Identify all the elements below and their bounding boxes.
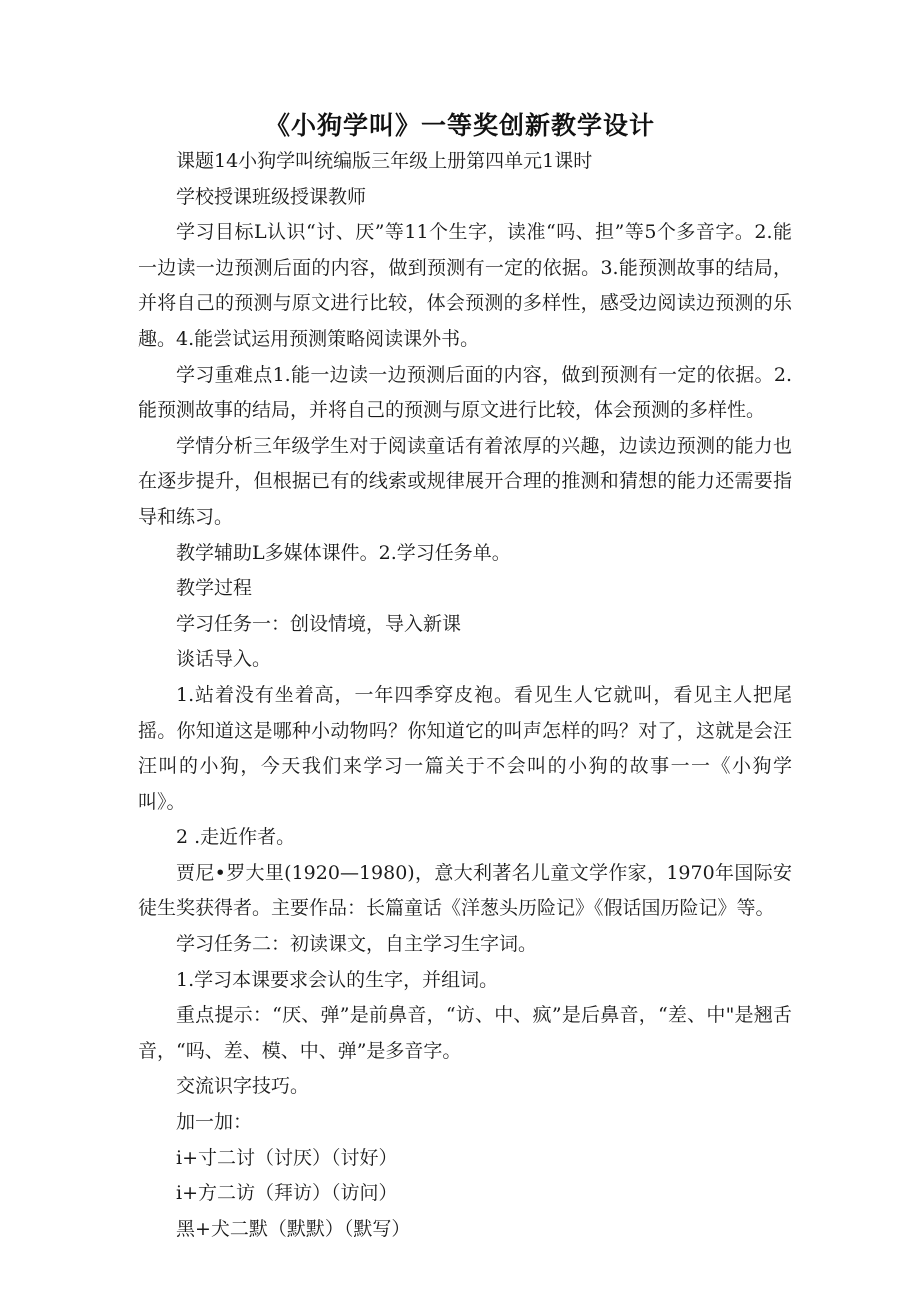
paragraph-exchange-tips: 交流识字技巧。 [176,1075,310,1098]
paragraph-riddle: 1.站着没有坐着高，一年四季穿皮袍。看见生人它就叫，看见主人把尾摇。你知道这是哪种小动物吗？你知道它的叫声怎样的吗？对了，这就是会汪汪叫的小狗，今天我们来学习一篇关于不会叫的小狗的故事一一《小狗学叫》。 [138,683,792,813]
paragraph-learner-analysis: 学情分析三年级学生对于阅读童话有着浓厚的兴趣，边读边预测的能力也在逐步提升，但根据已有的线索或规律展开合理的推测和猜想的能力还需要指导和练习。 [138,434,792,528]
paragraph-task-two: 学习任务二：初读课文，自主学习生字词。 [176,933,538,956]
paragraph-example-mo: 黑+犬二默（默默）（默写） [176,1217,411,1240]
paragraph-teaching-process: 教学过程 [176,577,253,600]
paragraph-learn-characters: 1.学习本课要求会认的生字，并组词。 [176,968,499,991]
paragraph-author-bio: 贾尼•罗大里(1920—1980)，意大利著名儿童文学作家，1970年国际安徒生奖获得者。主要作品：长篇童话《洋葱头历险记》《假话国历险记》等。 [138,861,792,920]
paragraph-course-info: 课题14小狗学叫统编版三年级上册第四单元1课时 [176,150,593,172]
paragraph-talk-intro: 谈话导入。 [176,648,272,671]
paragraph-task-one: 学习任务一：创设情境，导入新课 [176,612,462,635]
paragraph-example-fang: i+方二访（拜访）（访问） [176,1182,398,1205]
document-body [138,144,792,1247]
paragraph-example-tao: i+寸二讨（讨厌）（讨好） [176,1146,398,1169]
paragraph-key-difficulties: 学习重难点1.能一边读一边预测后面的内容，做到预测有一定的依据。2.能预测故事的结局，并将自己的预测与原文进行比较，体会预测的多样性。 [138,363,792,422]
paragraph-learning-goals: 学习目标L认识“讨、厌”等11个生字，读准“吗、担”等5个多音字。2.能一边读一边预测后面的内容，做到预测有一定的依据。3.能预测故事的结局，并将自己的预测与原文进行比较，体会预测的多样性，感受边阅读边预测的乐趣。4.能尝试运用预测策略阅读课外书。 [138,221,792,350]
paragraph-key-hints: 重点提示：“厌、弹”是前鼻音，“访、中、疯”是后鼻音，“差、中"是翘舌音，“吗、差、模、中、弹”是多音字。 [138,1004,792,1062]
paragraph-teaching-aids: 教学辅助L多媒体课件。2.学习任务单。 [176,541,511,564]
document-title: 《小狗学叫》一等奖创新教学设计 [264,111,655,140]
paragraph-author-heading: 2 .走近作者。 [176,826,296,849]
paragraph-add-up: 加一加： [176,1111,253,1134]
paragraph-school-info: 学校授课班级授课教师 [176,185,367,208]
